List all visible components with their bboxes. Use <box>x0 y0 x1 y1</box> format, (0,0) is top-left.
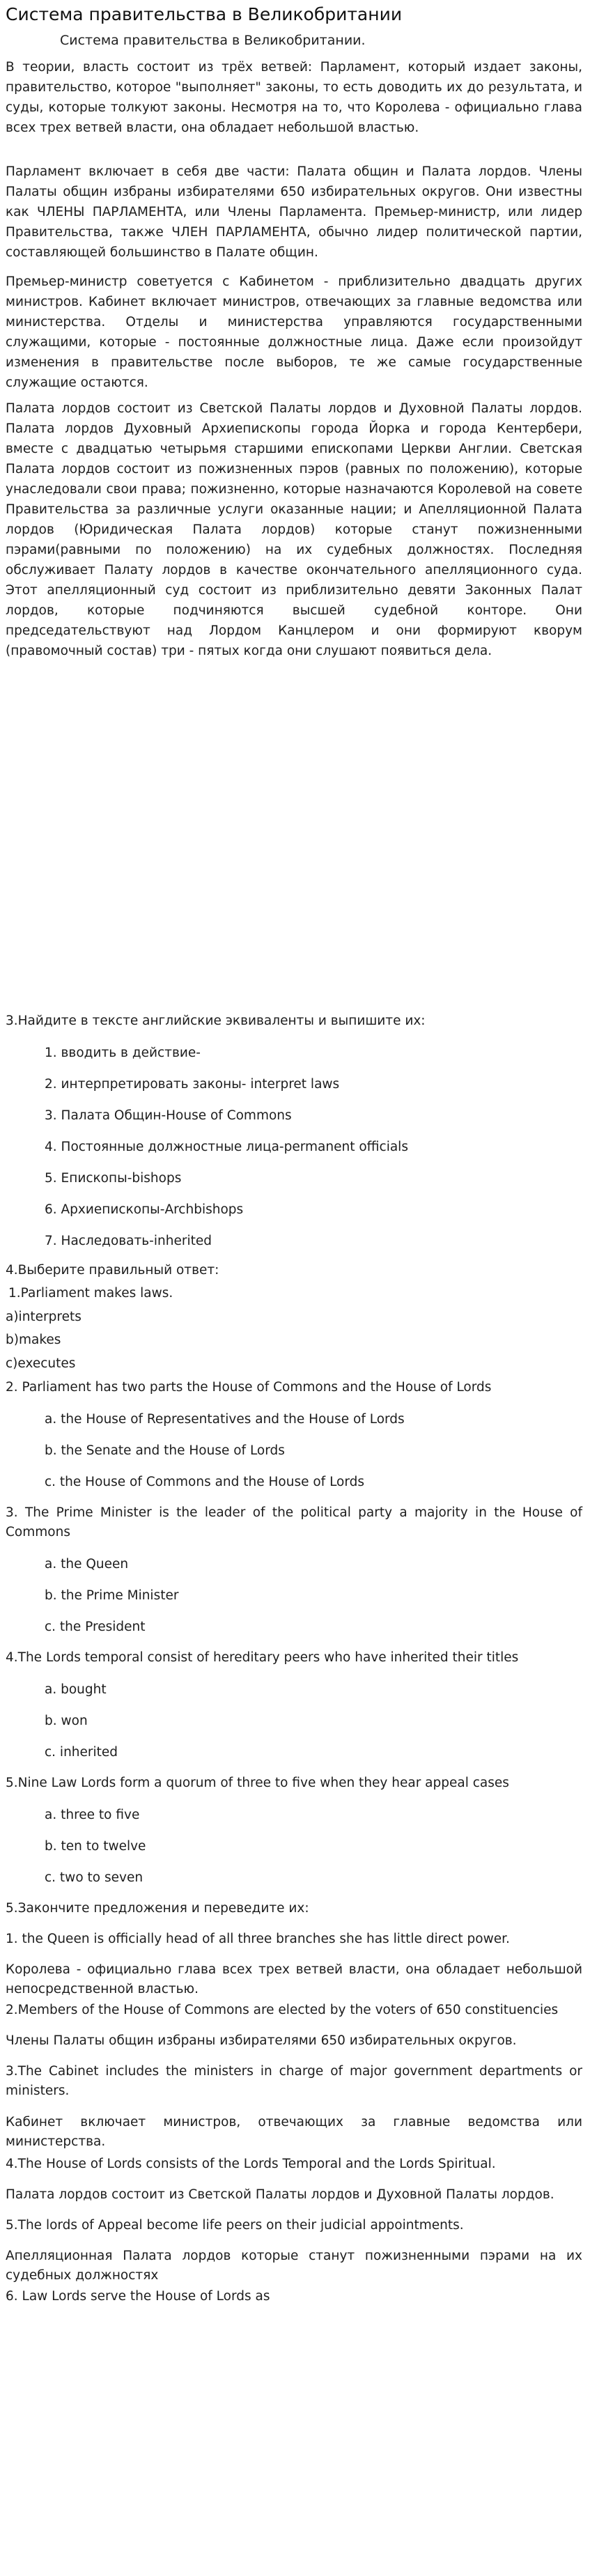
task5-translation-4: Палата лордов состоит из Светской Палаты лордов и Духовной Палаты лордов. <box>6 2187 554 2202</box>
task4-question-1: 1.Parliament makes laws. <box>8 1286 173 1301</box>
task4-heading: 4.Выберите правильный ответ: <box>6 1263 219 1278</box>
task4-q2-option-c: c. the House of Commons and the House of Lords <box>45 1475 365 1489</box>
task3-item: 7. Наследовать-inherited <box>45 1234 212 1248</box>
task4-q2-option-b: b. the Senate and the House of Lords <box>45 1443 285 1458</box>
task5-translation-5: Апелляционная Палата лордов которые станут пожизненными пэрами на их судебных должностях <box>6 2249 582 2283</box>
task5-sentence-3: 3.The Cabinet includes the ministers in charge of major government departments or ministers. <box>6 2064 582 2098</box>
task4-q4-option-b: b. won <box>45 1714 88 1728</box>
task4-q5-option-b: b. ten to twelve <box>45 1839 146 1854</box>
task4-q1-option-a: a)interprets <box>6 1310 81 1324</box>
task3-item: 2. интерпретировать законы- interpret laws <box>45 1077 340 1092</box>
task4-q4-option-c: c. inherited <box>45 1745 118 1760</box>
task4-question-3: 3. The Prime Minister is the leader of the political party a majority in the House of Commons <box>6 1505 582 1539</box>
paragraph-4: Палата лордов состоит из Светской Палаты лордов и Духовной Палаты лордов. Палата лордов Духовный Архиепископы города Йорка и города Кентербери, вместе с двадцатью четырьмя старшими епископами Церкви Англии. Светская Палата лордов состоит из пожизненных пэров (равных по положению), которые унаследовали свои права; пожизненно, которые назначаются Королевой на совете Правительства за различные услуги оказанные нации; и Апелляционной Палата лордов (Юридическая Палата лордов) которые станут пожизненными пэрами(равными по положению) на их судебных должностях. Последняя обслуживает Палату лордов в качестве окончательного апелляционного суда. Этот апелляционный суд состоит из приблизительно девяти Законных Палат лордов, которые подчиняются высшей судебной конторе. Они председательствуют над Лордом Канцлером и они формируют кворум (правомочный состав) три - пятых когда они слушают появиться дела. <box>6 401 582 658</box>
task5-heading: 5.Закончите предложения и переведите их: <box>6 1901 309 1916</box>
paragraph-2: Парламент включает в себя две части: Палата общин и Палата лордов. Члены Палаты общин избраны избирателями 650 избирательных округов. Они известны как ЧЛЕНЫ ПАРЛАМЕНТА, или Члены Парламента. Премьер-министр, или лидер Правительства, также ЧЛЕН ПАРЛАМЕНТА, обычно лидер политической партии, составляющей большинство в Палате общин. <box>6 164 582 260</box>
task4-q1-option-b: b)makes <box>6 1333 61 1347</box>
task4-q5-option-a: a. three to five <box>45 1808 140 1822</box>
task3-item: 1. вводить в действие- <box>45 1046 201 1060</box>
document-title: Система правительства в Великобритании <box>6 4 403 24</box>
document-subtitle: Система правительства в Великобритании. <box>60 33 366 48</box>
task4-question-5: 5.Nine Law Lords form a quorum of three to five when they hear appeal cases <box>6 1776 509 1790</box>
task3-item: 3. Палата Общин-House of Commons <box>45 1108 292 1123</box>
task5-sentence-4: 4.The House of Lords consists of the Lords Temporal and the Lords Spiritual. <box>6 2157 496 2171</box>
task4-q2-option-a: a. the House of Representatives and the House of Lords <box>45 1412 405 1427</box>
task5-sentence-2: 2.Members of the House of Commons are elected by the voters of 650 constituencies <box>6 2003 559 2017</box>
task4-q3-option-c: c. the President <box>45 1620 146 1634</box>
task5-translation-2: Члены Палаты общин избраны избирателями 650 избирательных округов. <box>6 2033 517 2048</box>
task3-item: 4. Постоянные должностные лица-permanent officials <box>45 1140 408 1154</box>
task4-question-2: 2. Parliament has two parts the House of Commons and the House of Lords <box>6 1380 492 1395</box>
task5-sentence-6: 6. Law Lords serve the House of Lords as <box>6 2289 270 2304</box>
task4-q3-option-a: a. the Queen <box>45 1557 129 1572</box>
task4-q3-option-b: b. the Prime Minister <box>45 1588 179 1603</box>
paragraph-3: Премьер-министр советуется с Кабинетом - приблизительно двадцать других министров. Кабинет включает министров, отвечающих за главные ведомства или министерства. Отделы и министерства управляются государственными служащими, которые - постоянные должностные лица. Даже если произойдут изменения в правительстве после выборов, те же самые государственные служащие остаются. <box>6 274 582 390</box>
task5-translation-1: Королева - официально глава всех трех ветвей власти, она обладает небольшой непосредственной властью. <box>6 1962 582 1996</box>
task4-q1-option-c: c)executes <box>6 1356 76 1371</box>
task4-q4-option-a: a. bought <box>45 1682 107 1697</box>
task4-q5-option-c: c. two to seven <box>45 1870 143 1885</box>
task3-heading: 3.Найдите в тексте английские эквиваленты и выпишите их: <box>6 1014 426 1028</box>
task3-item: 6. Архиепископы-Archbishops <box>45 1202 244 1217</box>
task5-sentence-5: 5.The lords of Appeal become life peers on their judicial appointments. <box>6 2218 464 2233</box>
task3-item: 5. Епископы-bishops <box>45 1171 182 1186</box>
task4-question-4: 4.The Lords temporal consist of hereditary peers who have inherited their titles <box>6 1650 519 1665</box>
task5-translation-3: Кабинет включает министров, отвечающих за главные ведомства или министерства. <box>6 2115 582 2149</box>
task5-sentence-1: 1. the Queen is officially head of all three branches she has little direct power. <box>6 1932 510 1946</box>
paragraph-1: В теории, власть состоит из трёх ветвей: Парламент, который издает законы, правительство, которое "выполняет" законы, то есть доводить их до результата, и суды, которые толкуют законы. Несмотря на то, что Королева - официально глава всех трех ветвей власти, она обладает небольшой властью. <box>6 60 582 135</box>
